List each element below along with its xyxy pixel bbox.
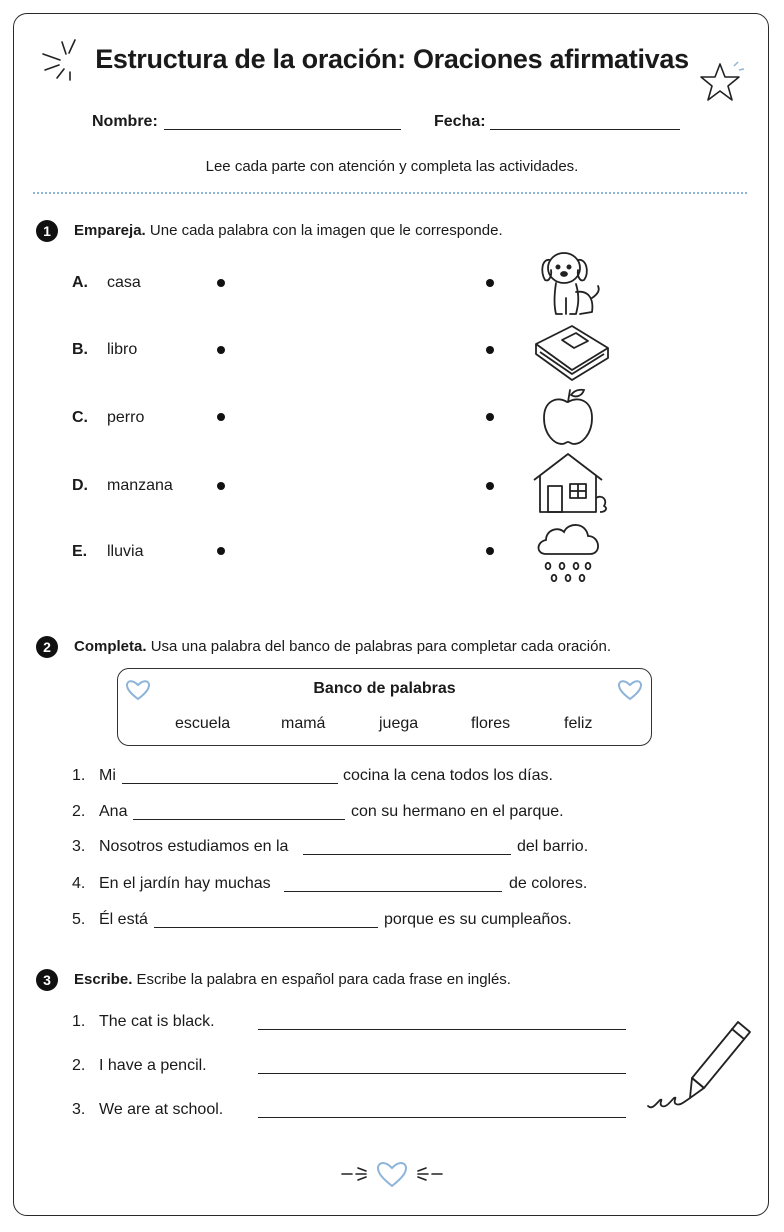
section-2-number: 2	[36, 636, 58, 658]
sentence-before: Nosotros estudiamos en la	[99, 838, 289, 855]
blank-field[interactable]	[133, 819, 345, 820]
english-phrase: I have a pencil.	[99, 1057, 207, 1074]
match-letter-c: C.	[72, 409, 88, 426]
section-2-heading: Completa. Usa una palabra del banco de palabras para completar cada oración.	[74, 638, 611, 655]
match-dot-right[interactable]	[486, 547, 494, 555]
match-word-perro: perro	[107, 409, 145, 426]
date-label: Fecha:	[434, 113, 486, 130]
sentence-after: cocina la cena todos los días.	[343, 767, 553, 784]
match-word-manzana: manzana	[107, 477, 173, 494]
name-label: Nombre:	[92, 113, 158, 130]
match-dot-right[interactable]	[486, 279, 494, 287]
phrase-number: 2.	[72, 1057, 86, 1074]
match-dot-right[interactable]	[486, 413, 494, 421]
blank-field[interactable]	[154, 927, 378, 928]
match-letter-e: E.	[72, 543, 88, 560]
answer-field[interactable]	[258, 1117, 626, 1118]
bank-word: mamá	[281, 715, 326, 732]
match-word-casa: casa	[107, 274, 141, 291]
sentence-before: Mi	[99, 767, 116, 784]
phrase-number: 3.	[72, 1101, 86, 1118]
section-1-heading: Empareja. Une cada palabra con la imagen que le corresponde.	[74, 222, 503, 239]
sentence-number: 1.	[72, 767, 86, 784]
house-icon	[530, 450, 610, 514]
name-field[interactable]	[164, 129, 401, 130]
page-title: Estructura de la oración: Oraciones afirmativas	[95, 44, 689, 74]
blank-field[interactable]	[284, 891, 502, 892]
match-dot-left[interactable]	[217, 413, 225, 421]
match-dot-left[interactable]	[217, 482, 225, 490]
book-icon	[532, 322, 612, 384]
sentence-number: 5.	[72, 911, 86, 928]
match-dot-left[interactable]	[217, 547, 225, 555]
sentence-number: 4.	[72, 875, 86, 892]
sentence-number: 3.	[72, 838, 86, 855]
match-word-lluvia: lluvia	[107, 543, 144, 560]
pencil-icon	[646, 1018, 756, 1118]
english-phrase: The cat is black.	[99, 1013, 215, 1030]
sentence-before: Ana	[99, 803, 128, 820]
apple-icon	[540, 386, 596, 448]
sentence-before: Él está	[99, 911, 148, 928]
heart-divider-icon	[340, 1158, 444, 1190]
bank-word: flores	[471, 715, 511, 732]
sentence-after: porque es su cumpleaños.	[384, 911, 572, 928]
english-phrase: We are at school.	[99, 1101, 224, 1118]
match-letter-a: A.	[72, 274, 88, 291]
dog-icon	[536, 246, 608, 320]
match-dot-right[interactable]	[486, 482, 494, 490]
phrase-number: 1.	[72, 1013, 86, 1030]
blank-field[interactable]	[303, 854, 511, 855]
section-3-heading: Escribe. Escribe la palabra en español para cada frase en inglés.	[74, 971, 511, 988]
word-bank-title: Banco de palabras	[313, 680, 456, 697]
dotted-divider	[33, 192, 747, 194]
bank-word: feliz	[564, 715, 593, 732]
sentence-after: de colores.	[509, 875, 588, 892]
bank-word: escuela	[175, 715, 231, 732]
match-dot-left[interactable]	[217, 346, 225, 354]
instructions: Lee cada parte con atención y completa las actividades.	[205, 158, 579, 175]
sentence-after: del barrio.	[517, 838, 589, 855]
blank-field[interactable]	[122, 783, 338, 784]
match-dot-left[interactable]	[217, 279, 225, 287]
sentence-after: con su hermano en el parque.	[351, 803, 564, 820]
answer-field[interactable]	[258, 1029, 626, 1030]
section-1-number: 1	[36, 220, 58, 242]
date-field[interactable]	[490, 129, 680, 130]
rain-cloud-icon	[534, 518, 606, 588]
section-3-number: 3	[36, 969, 58, 991]
sentence-before: En el jardín hay muchas	[99, 875, 271, 892]
match-word-libro: libro	[107, 341, 138, 358]
match-dot-right[interactable]	[486, 346, 494, 354]
bank-word: juega	[379, 715, 419, 732]
match-letter-d: D.	[72, 477, 88, 494]
answer-field[interactable]	[258, 1073, 626, 1074]
match-letter-b: B.	[72, 341, 88, 358]
sentence-number: 2.	[72, 803, 86, 820]
